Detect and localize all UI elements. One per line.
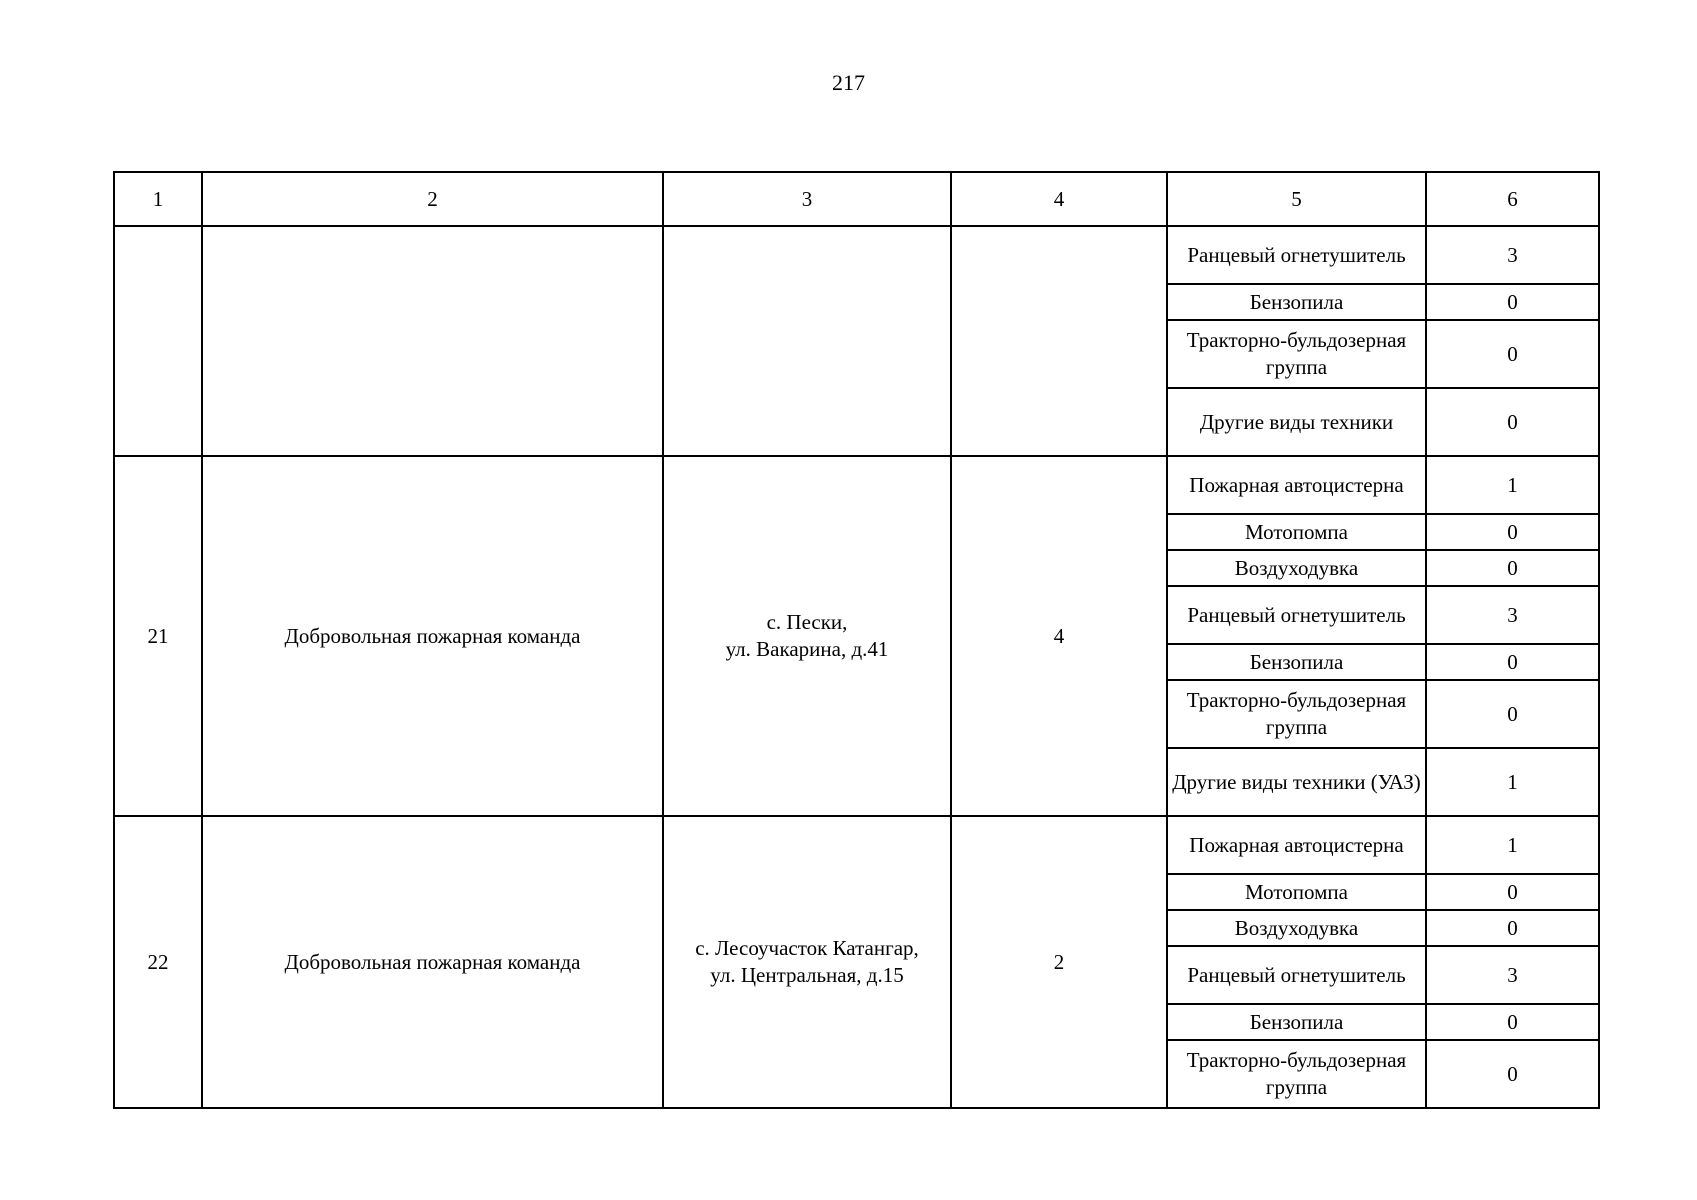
equipment-name: Бензопила [1167, 284, 1426, 320]
header-cell-6: 6 [1426, 172, 1599, 226]
staff-count: 2 [951, 816, 1167, 1108]
header-row [114, 172, 1599, 226]
equipment-name: Бензопила [1167, 644, 1426, 680]
equipment-name: Тракторно-бульдозерная группа [1167, 320, 1426, 388]
header-cell-5: 5 [1167, 172, 1426, 226]
equipment-name: Пожарная автоцистерна [1167, 456, 1426, 514]
staff-count [951, 226, 1167, 456]
equipment-qty: 0 [1426, 910, 1599, 946]
header-cell-2: 2 [202, 172, 663, 226]
row-number [114, 226, 202, 456]
equipment-qty: 3 [1426, 586, 1599, 644]
equipment-qty: 0 [1426, 320, 1599, 388]
unit-name: Добровольная пожарная команда [202, 816, 663, 1108]
address-line-2: ул. Центральная, д.15 [710, 963, 904, 987]
equipment-name: Бензопила [1167, 1004, 1426, 1040]
equipment-name: Мотопомпа [1167, 874, 1426, 910]
unit-name: Добровольная пожарная команда [202, 456, 663, 816]
staff-count: 4 [951, 456, 1167, 816]
table-row [114, 816, 1599, 874]
equipment-qty: 0 [1426, 1040, 1599, 1108]
equipment-name: Ранцевый огнетушитель [1167, 586, 1426, 644]
equipment-name: Воздуходувка [1167, 550, 1426, 586]
equipment-qty: 1 [1426, 816, 1599, 874]
equipment-qty: 3 [1426, 226, 1599, 284]
address-line-2: ул. Вакарина, д.41 [725, 637, 889, 661]
header-cell-3: 3 [663, 172, 951, 226]
row-number: 22 [114, 816, 202, 1108]
equipment-name: Другие виды техники [1167, 388, 1426, 456]
equipment-qty: 0 [1426, 874, 1599, 910]
header-cell-1: 1 [114, 172, 202, 226]
header-cell-4: 4 [951, 172, 1167, 226]
equipment-qty: 0 [1426, 550, 1599, 586]
equipment-qty: 3 [1426, 946, 1599, 1004]
equipment-qty: 0 [1426, 1004, 1599, 1040]
equipment-name: Другие виды техники (УАЗ) [1167, 748, 1426, 816]
equipment-qty: 0 [1426, 284, 1599, 320]
unit-name [202, 226, 663, 456]
unit-address [663, 456, 951, 816]
equipment-table [113, 171, 1600, 1109]
unit-address [663, 816, 951, 1108]
equipment-qty: 0 [1426, 644, 1599, 680]
equipment-qty: 0 [1426, 514, 1599, 550]
table-row [114, 226, 1599, 284]
equipment-name: Пожарная автоцистерна [1167, 816, 1426, 874]
page-number: 217 [832, 70, 865, 95]
equipment-name: Мотопомпа [1167, 514, 1426, 550]
table-row [114, 456, 1599, 514]
equipment-name: Ранцевый огнетушитель [1167, 946, 1426, 1004]
equipment-qty: 0 [1426, 388, 1599, 456]
equipment-qty: 1 [1426, 748, 1599, 816]
equipment-qty: 1 [1426, 456, 1599, 514]
address-line-1: с. Пески, [766, 610, 848, 634]
equipment-name: Тракторно-бульдозерная группа [1167, 680, 1426, 748]
row-number: 21 [114, 456, 202, 816]
equipment-qty: 0 [1426, 680, 1599, 748]
address-line-1: с. Лесоучасток Катангар, [695, 936, 919, 960]
equipment-name: Ранцевый огнетушитель [1167, 226, 1426, 284]
equipment-name: Тракторно-бульдозерная группа [1167, 1040, 1426, 1108]
equipment-name: Воздуходувка [1167, 910, 1426, 946]
unit-address [663, 226, 951, 456]
